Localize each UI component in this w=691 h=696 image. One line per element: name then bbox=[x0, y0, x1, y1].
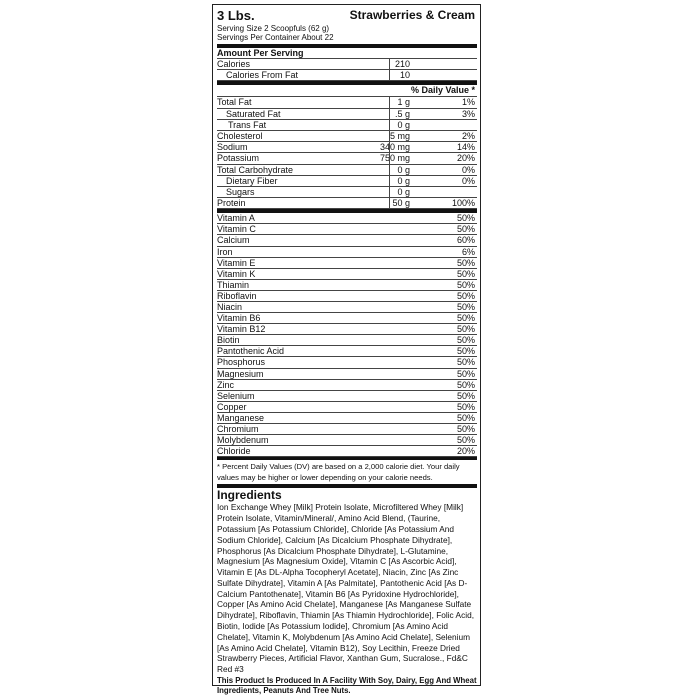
nutrient-row-amount: 750 mg bbox=[379, 153, 410, 164]
nutrient-row-amount: 0 g bbox=[397, 119, 410, 130]
vitamin-row-daily-value: 50% bbox=[456, 424, 475, 435]
calories-row-amount: 10 bbox=[399, 70, 410, 81]
column-divider bbox=[389, 131, 390, 142]
vitamin-row bbox=[217, 369, 477, 380]
nutrient-row-label: Saturated Fat bbox=[226, 108, 281, 119]
vitamin-row bbox=[217, 258, 477, 269]
nutrient-row-label: Total Carbohydrate bbox=[217, 164, 294, 175]
vitamin-row-label: Calcium bbox=[217, 235, 250, 246]
flavor-name: Strawberries & Cream bbox=[349, 8, 475, 22]
amount-per-serving-label: Amount Per Serving bbox=[217, 48, 304, 58]
vitamin-row bbox=[217, 424, 477, 435]
nutrient-row-amount: 0 g bbox=[397, 186, 410, 197]
vitamin-row-daily-value: 50% bbox=[456, 290, 475, 301]
daily-value-header: % Daily Value * bbox=[217, 85, 477, 97]
serving-size: Serving Size 2 Scoopfuls (62 g) bbox=[217, 24, 330, 33]
nutrient-row-label: Potassium bbox=[217, 153, 260, 164]
nutrient-row bbox=[217, 187, 477, 198]
vitamin-row-daily-value: 50% bbox=[456, 268, 475, 279]
calories-row bbox=[217, 59, 477, 70]
vitamin-row-daily-value: 60% bbox=[456, 235, 475, 246]
vitamins-table bbox=[217, 213, 477, 457]
vitamin-row bbox=[217, 413, 477, 424]
nutrient-row-amount: 50 g bbox=[392, 198, 410, 209]
column-divider bbox=[389, 165, 390, 176]
nutrient-row bbox=[217, 109, 477, 120]
nutrient-row-daily-value: 14% bbox=[456, 142, 475, 153]
nutrient-row-daily-value: 3% bbox=[461, 108, 475, 119]
vitamin-row-label: Phosphorus bbox=[217, 357, 266, 368]
vitamin-row-daily-value: 50% bbox=[456, 279, 475, 290]
vitamin-row bbox=[217, 324, 477, 335]
vitamin-row bbox=[217, 402, 477, 413]
vitamin-row-daily-value: 50% bbox=[456, 213, 475, 224]
calories-row-amount: 210 bbox=[394, 59, 410, 69]
vitamin-row-label: Biotin bbox=[217, 335, 240, 346]
vitamin-row bbox=[217, 313, 477, 324]
vitamin-row bbox=[217, 302, 477, 313]
vitamin-row-label: Vitamin B12 bbox=[217, 324, 266, 335]
vitamin-row-daily-value: 50% bbox=[456, 224, 475, 235]
column-divider bbox=[389, 142, 390, 153]
vitamin-row-daily-value: 50% bbox=[456, 313, 475, 324]
vitamin-row-label: Selenium bbox=[217, 390, 255, 401]
vitamin-row-daily-value: 50% bbox=[456, 390, 475, 401]
vitamin-row-label: Niacin bbox=[217, 302, 243, 312]
vitamin-row bbox=[217, 435, 477, 446]
vitamin-row-label: Vitamin C bbox=[217, 224, 256, 235]
vitamin-row bbox=[217, 446, 477, 457]
vitamin-row-label: Copper bbox=[217, 401, 247, 412]
nutrient-row-label: Total Fat bbox=[217, 97, 252, 108]
vitamin-row bbox=[217, 235, 477, 246]
column-divider bbox=[389, 153, 390, 164]
nutrient-row-daily-value: 100% bbox=[451, 198, 475, 209]
nutrient-row-daily-value: 2% bbox=[461, 130, 475, 141]
calories-row bbox=[217, 70, 477, 81]
vitamin-row-label: Thiamin bbox=[217, 279, 250, 290]
nutrient-row-daily-value: 0% bbox=[461, 175, 475, 186]
nutrient-row bbox=[217, 176, 477, 187]
vitamin-row-label: Vitamin B6 bbox=[217, 313, 261, 324]
nutrient-row bbox=[217, 131, 477, 142]
vitamin-row bbox=[217, 213, 477, 224]
vitamin-row-daily-value: 20% bbox=[456, 446, 475, 457]
panel-header bbox=[217, 8, 477, 24]
nutrient-row-amount: 1 g bbox=[397, 97, 410, 108]
column-divider bbox=[389, 120, 390, 131]
vitamin-row-label: Vitamin K bbox=[217, 268, 256, 279]
column-divider bbox=[389, 109, 390, 120]
vitamin-row bbox=[217, 269, 477, 280]
nutrient-row bbox=[217, 198, 477, 209]
vitamin-row-daily-value: 50% bbox=[456, 302, 475, 312]
vitamin-row-daily-value: 50% bbox=[456, 335, 475, 346]
vitamin-row-label: Molybdenum bbox=[217, 435, 269, 446]
nutrient-row bbox=[217, 97, 477, 108]
daily-value-footnote: * Percent Daily Values (DV) are based on a 2,000 calorie diet. Your daily values may be higher or lower depending on your calorie needs. bbox=[217, 462, 460, 482]
column-divider bbox=[389, 187, 390, 198]
vitamin-row-label: Chloride bbox=[217, 446, 251, 457]
nutrient-row-amount: 0 g bbox=[397, 164, 410, 175]
nutrient-row-label: Cholesterol bbox=[217, 130, 263, 141]
column-divider bbox=[389, 198, 390, 209]
nutrient-row-daily-value: 0% bbox=[461, 164, 475, 175]
vitamin-row bbox=[217, 335, 477, 346]
vitamin-row bbox=[217, 224, 477, 235]
vitamin-row-label: Manganese bbox=[217, 412, 265, 423]
servings-per-container: Servings Per Container About 22 bbox=[217, 33, 334, 42]
vitamin-row-daily-value: 50% bbox=[456, 379, 475, 390]
vitamin-row-label: Iron bbox=[217, 246, 233, 257]
vitamin-row bbox=[217, 280, 477, 291]
vitamin-row-label: Riboflavin bbox=[217, 290, 257, 301]
nutrient-row bbox=[217, 165, 477, 176]
nutrient-row-label: Dietary Fiber bbox=[226, 175, 278, 186]
vitamin-row-daily-value: 50% bbox=[456, 346, 475, 357]
nutrient-row bbox=[217, 142, 477, 153]
vitamin-row-daily-value: 50% bbox=[456, 324, 475, 335]
vitamin-row-daily-value: 50% bbox=[456, 435, 475, 446]
nutrient-row-daily-value: 1% bbox=[461, 97, 475, 108]
vitamin-row bbox=[217, 357, 477, 368]
column-divider bbox=[389, 70, 390, 81]
nutrient-row-amount: .5 g bbox=[394, 108, 410, 119]
vitamin-row bbox=[217, 291, 477, 302]
vitamin-row bbox=[217, 346, 477, 357]
nutrient-row-label: Sugars bbox=[226, 186, 255, 197]
calories-row-label: Calories bbox=[217, 59, 251, 69]
vitamin-row-daily-value: 50% bbox=[456, 257, 475, 268]
nutrient-row-daily-value: 20% bbox=[456, 153, 475, 164]
nutrient-row bbox=[217, 120, 477, 131]
vitamin-row-daily-value: 50% bbox=[456, 357, 475, 368]
nutrients-table bbox=[217, 97, 477, 209]
vitamin-row-label: Zinc bbox=[217, 379, 235, 390]
calories-row-label: Calories From Fat bbox=[226, 70, 299, 81]
vitamin-row bbox=[217, 380, 477, 391]
nutrient-row-amount: 5 mg bbox=[389, 130, 410, 141]
vitamin-row-label: Chromium bbox=[217, 424, 259, 435]
nutrient-row-amount: 340 mg bbox=[379, 142, 410, 153]
allergen-statement: This Product Is Produced In A Facility With Soy, Dairy, Egg And Wheat Ingredients, Peanuts And Tree Nuts. bbox=[217, 676, 477, 696]
nutrient-row-label: Protein bbox=[217, 198, 246, 209]
column-divider bbox=[389, 97, 390, 108]
column-divider bbox=[389, 59, 390, 70]
calories-section bbox=[217, 59, 477, 81]
nutrient-row-label: Sodium bbox=[217, 142, 248, 153]
nutrition-facts-panel bbox=[212, 4, 481, 696]
container-size: 3 Lbs. bbox=[217, 8, 255, 23]
nutrient-row-amount: 0 g bbox=[397, 175, 410, 186]
vitamin-row bbox=[217, 247, 477, 258]
vitamin-row-daily-value: 6% bbox=[461, 246, 475, 257]
nutrient-row-label: Trans Fat bbox=[228, 119, 267, 130]
amount-per-serving-row bbox=[217, 48, 477, 59]
vitamin-row-label: Magnesium bbox=[217, 368, 264, 379]
vitamin-row-daily-value: 50% bbox=[456, 368, 475, 379]
vitamin-row-daily-value: 50% bbox=[456, 412, 475, 423]
vitamin-row-daily-value: 50% bbox=[456, 401, 475, 412]
nutrient-row bbox=[217, 153, 477, 164]
vitamin-row-label: Pantothenic Acid bbox=[217, 346, 285, 357]
ingredients-text: Ion Exchange Whey [Milk] Protein Isolate, Microfiltered Whey [Milk] Protein Isolate, Vitamin/Mineral/, Amino Acid Blend, (Taurine, Potassium [As Potassium Chloride], Chloride [As Potassium And Sodium Chloride], Calcium [As Dicalcium Phosphate Dihydrate], Phosphorus [As Dicalcium Phosphate Dihydrate], L-Glutamine, Magnesium [As Magnesium Oxide], Vitamin C [As Ascorbic Acid], Vitamin E [As DL-Alpha Tocopheryl Acetate], Niacin, Zinc [As Zinc Sulfate Dihydrate], Vitamin A [As Palmitate], Pantothenic Acid [As D-Calcium Pantothenate], Vitamin B6 [As Pyridoxine Hydrochloride], Copper [As Amino Acid Chelate], Manganese [As Manganese Sulfate Dihydrate], Riboflavin, Thiamin [As Thiamin Hydrochloride], Folic Acid, Biotin, Iodide [As Potassium Iodide], Chromium [As Amino Acid Chelate], Vitamin K, Molybdenum [As Amino Acid Chelate], Selenium [As Amino Acid Chelate], Vitamin B12), Soy Lecithin, Freeze Dried Strawberry Pieces, Artificial Flavor, Xanthan Gum, Sucralose., Fd&C Red #3 bbox=[217, 502, 475, 675]
column-divider bbox=[389, 176, 390, 187]
ingredients-title: Ingredients bbox=[217, 488, 282, 503]
vitamin-row bbox=[217, 391, 477, 402]
vitamin-row-label: Vitamin A bbox=[217, 213, 255, 224]
vitamin-row-label: Vitamin E bbox=[217, 257, 256, 268]
